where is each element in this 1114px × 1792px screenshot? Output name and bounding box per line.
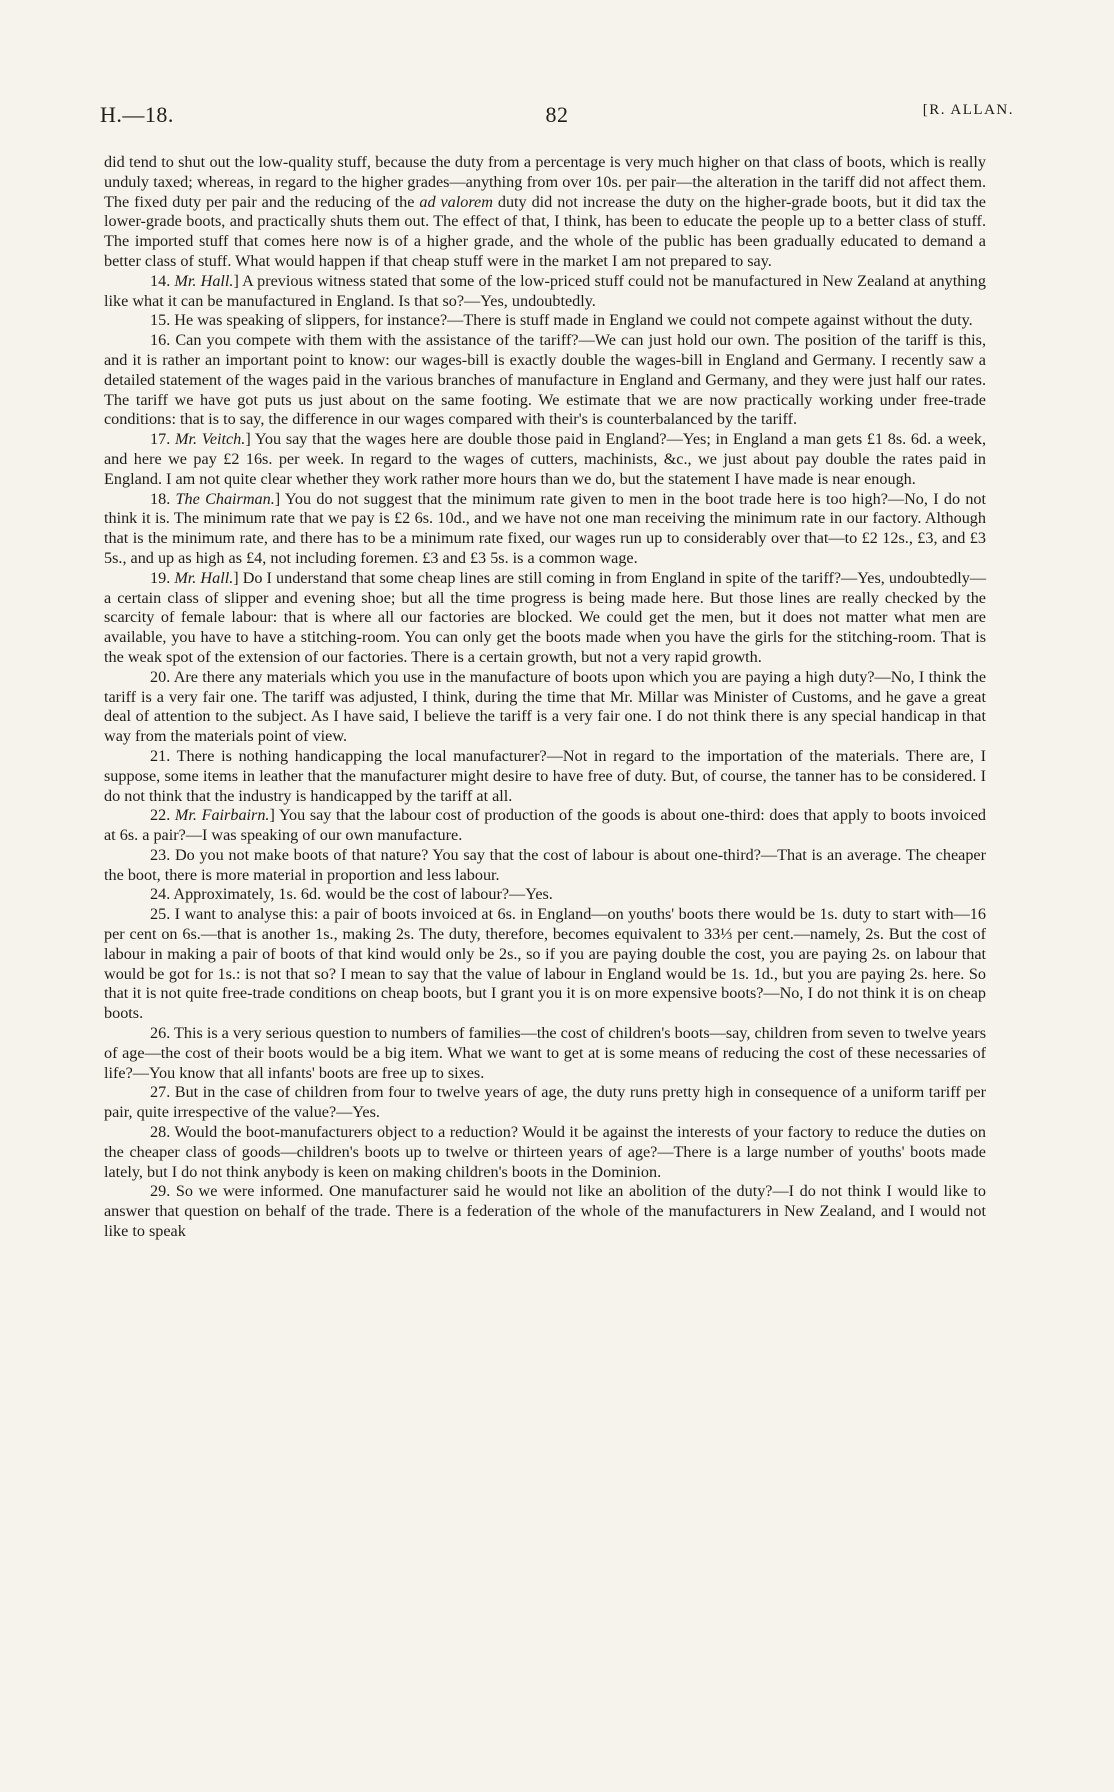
question-number: 18. [150, 489, 171, 508]
paragraph-24: 24. Approximately, 1s. 6d. would be the cost of labour?—Yes. [150, 885, 553, 904]
page-number: 82 [545, 102, 569, 127]
paragraph-21: 21. There is nothing handicapping the local manufacturer?—Not in regard to the importation of the materials. There are, I suppose, some items in leather that the manufacturer might desire to have free of duty. But, of course, the tanner has to be considered. I do not think that the industry is handicapped by the tariff at all. [104, 746, 986, 805]
paragraph-14: 14. Mr. Hall.] A previous witness stated that some of the low-priced stuff could not be manufactured in New Zealand at anything like what it can be manufactured in England. Is that so?—Yes, undoubtedly. [104, 271, 986, 310]
question-number: 20. [150, 667, 171, 686]
paragraph-20: 20. Are there any materials which you use in the manufacture of boots upon which you are paying a high duty?—No, I think the tariff is a very fair one. The tariff was adjusted, I think, during the time that Mr. Millar was Minister of Customs, and he gave a great deal of attention to the subject. As I have said, I believe the tariff is a very fair one. I do not think there is any special handicap in that way from the materials point of view. [104, 667, 987, 746]
speaker: Mr. Veitch. [174, 430, 246, 449]
paragraph-25: 25. I want to analyse this: a pair of boots invoiced at 6s. in England—on youths' boots there would be 1s. duty to start with—16 per cent on 6s.—that is another 1s., making 2s. The duty, therefore, becomes equivalent to 33⅓ per cent.—namely, 2s. But the cost of labour in making a pair of boots of that kind would only be 2s., so if you are paying double the cost, you are paying 2s. on labour that would be got for 1s.: is not that so? I mean to say that the value of labour in England would be 1s. 1d., but you are paying 2s. here. So that it is not quite free-trade conditions on cheap boots, but I grant you it is on more expensive boots?—No, I do not think it is on cheap boots. [104, 905, 986, 1023]
speaker: Mr. Hall. [174, 568, 234, 587]
question-number: 15. [150, 311, 171, 330]
paragraph-28: 28. Would the boot-manufacturers object to a reduction? Would it be against the interests of your factory to reduce the duties on the cheaper class of goods—children's boots up to twelve or thirteen years of age?—There is a large number of youths' boots made lately, but I do not think anybody is keen on making children's boots in the Dominion. [104, 1123, 986, 1181]
question-number: 14. [150, 271, 171, 290]
paragraph-26: 26. This is a very serious question to numbers of families—the cost of children's boots—say, children from seven to twelve years of age—the cost of their boots would be a big item. What we want to get at is some means of reducing the cost of these necessaries of life?—You know that all infants' boots are free up to sixes. [104, 1024, 986, 1082]
paragraph-16: 16. Can you compete with them with the assistance of the tariff?—We can just hold our own. The position of the tariff is this, and it is rather an important point to know: our wages-bill is exactly double the wages-bill in England and Germany. I recently saw a detailed statement of the wages paid in the various branches of manufacture in England and Germany, and they were just half our rates. The tariff we have got puts us just about on the same footing. We estimate that we are now practically working under free-trade conditions: that is to say, the difference in our wages compared with their's is counterbalanced by the tariff. [104, 331, 987, 429]
paragraph-29: 29. So we were informed. One manufacturer said he would not like an abolition of the duty?—I do not think I would like to answer that question on behalf of the trade. There is a federation of the whole of the manufacturers in New Zealand, and I would not like to speak [104, 1182, 987, 1241]
paragraph-continuation: did tend to shut out the low-quality stuff, because the duty from a percentage is very much higher on that class of boots, which is really unduly taxed; whereas, in regard to the higher grades—anything from over 10s. per pair—the alteration in the tariff did not affect them. The fixed duty per pair and the reducing of the ad valorem duty did not increase the duty on the higher-grade boots, but it did tax the lower-grade boots, and practically shuts them out. The effect of that, I think, has been to educate the people up to a better class of stuff. The imported stuff that comes here now is of a higher grade, and the whole of the public has been gradually educated to demand a better class of stuff. What would happen if that cheap stuff were in the market I am not prepared to say. [104, 153, 986, 270]
question-number: 27. [150, 1083, 171, 1102]
question-number: 24. [150, 885, 171, 904]
paragraph-17: 17. Mr. Veitch.] You say that the wages here are double those paid in England?—Yes; in England a man gets £1 8s. 6d. a week, and here we pay £2 16s. per week. In regard to the wages of cutters, machinists, &c., we just about pay double the rates paid in England. I am not quite clear whether they work rather more hours than we do, but the statement I have made is near enough. [104, 430, 986, 488]
paragraph-27: 27. But in the case of children from four to twelve years of age, the duty runs pretty high in consequence of a uniform tariff per pair, quite irrespective of the value?—Yes. [104, 1083, 986, 1122]
question-number: 26. [150, 1024, 171, 1043]
speaker: Mr. Hall. [174, 271, 234, 290]
question-number: 16. [150, 331, 171, 350]
question-number: 25. [150, 905, 171, 924]
question-number: 19. [150, 568, 171, 587]
document-body [104, 153, 986, 1242]
witness-name: [R. ALLAN. [922, 102, 1014, 118]
report-code: H.—18. [100, 102, 174, 127]
paragraph-23: 23. Do you not make boots of that nature? You say that the cost of labour is about one-third?—That is an average. The cheaper the boot, there is more material in proportion and less labour. [104, 845, 986, 884]
question-number: 23. [150, 845, 171, 864]
question-number: 22. [150, 806, 171, 825]
paragraph-19: 19. Mr. Hall.] Do I understand that some cheap lines are still coming in from England in spite of the tariff?—Yes, undoubtedly—a certain class of slipper and evening shoe; but all the time progress is being made here. But those lines are really checked by the scarcity of female labour: that is where all our factories are blocked. We could get the men, but it does not matter what men are available, you have to have a stitching-room. You can only get the boots made when you have the girls for the stitching-room. That is the weak spot of the extension of our factories. There is a certain growth, but not a very rapid growth. [104, 568, 987, 666]
paragraph-22: 22. Mr. Fairbairn.] You say that the labour cost of production of the goods is about one-third: does that apply to boots invoiced at 6s. a pair?—I was speaking of our own manufacture. [104, 806, 986, 845]
question-number: 21. [150, 746, 171, 765]
paragraph-15: 15. He was speaking of slippers, for instance?—There is stuff made in England we could not compete against without the duty. [150, 311, 973, 330]
question-number: 29. [150, 1182, 171, 1201]
question-number: 17. [150, 430, 171, 449]
speaker: The Chairman. [175, 489, 275, 508]
paragraph-18: 18. The Chairman.] You do not suggest that the minimum rate given to men in the boot trade here is too high?—No, I do not think it is. The minimum rate that we pay is £2 6s. 10d., and we have not one man receiving the minimum rate in our factory. Although that is the minimum rate, and there has to be a minimum rate fixed, our wages run up to considerably over that—to £2 12s., £3, and £3 5s., and up as high as £4, not including foremen. £3 and £3 5s. is a common wage. [104, 489, 986, 567]
question-number: 28. [150, 1123, 171, 1142]
speaker: Mr. Fairbairn. [174, 806, 270, 825]
page-header [100, 102, 1014, 132]
